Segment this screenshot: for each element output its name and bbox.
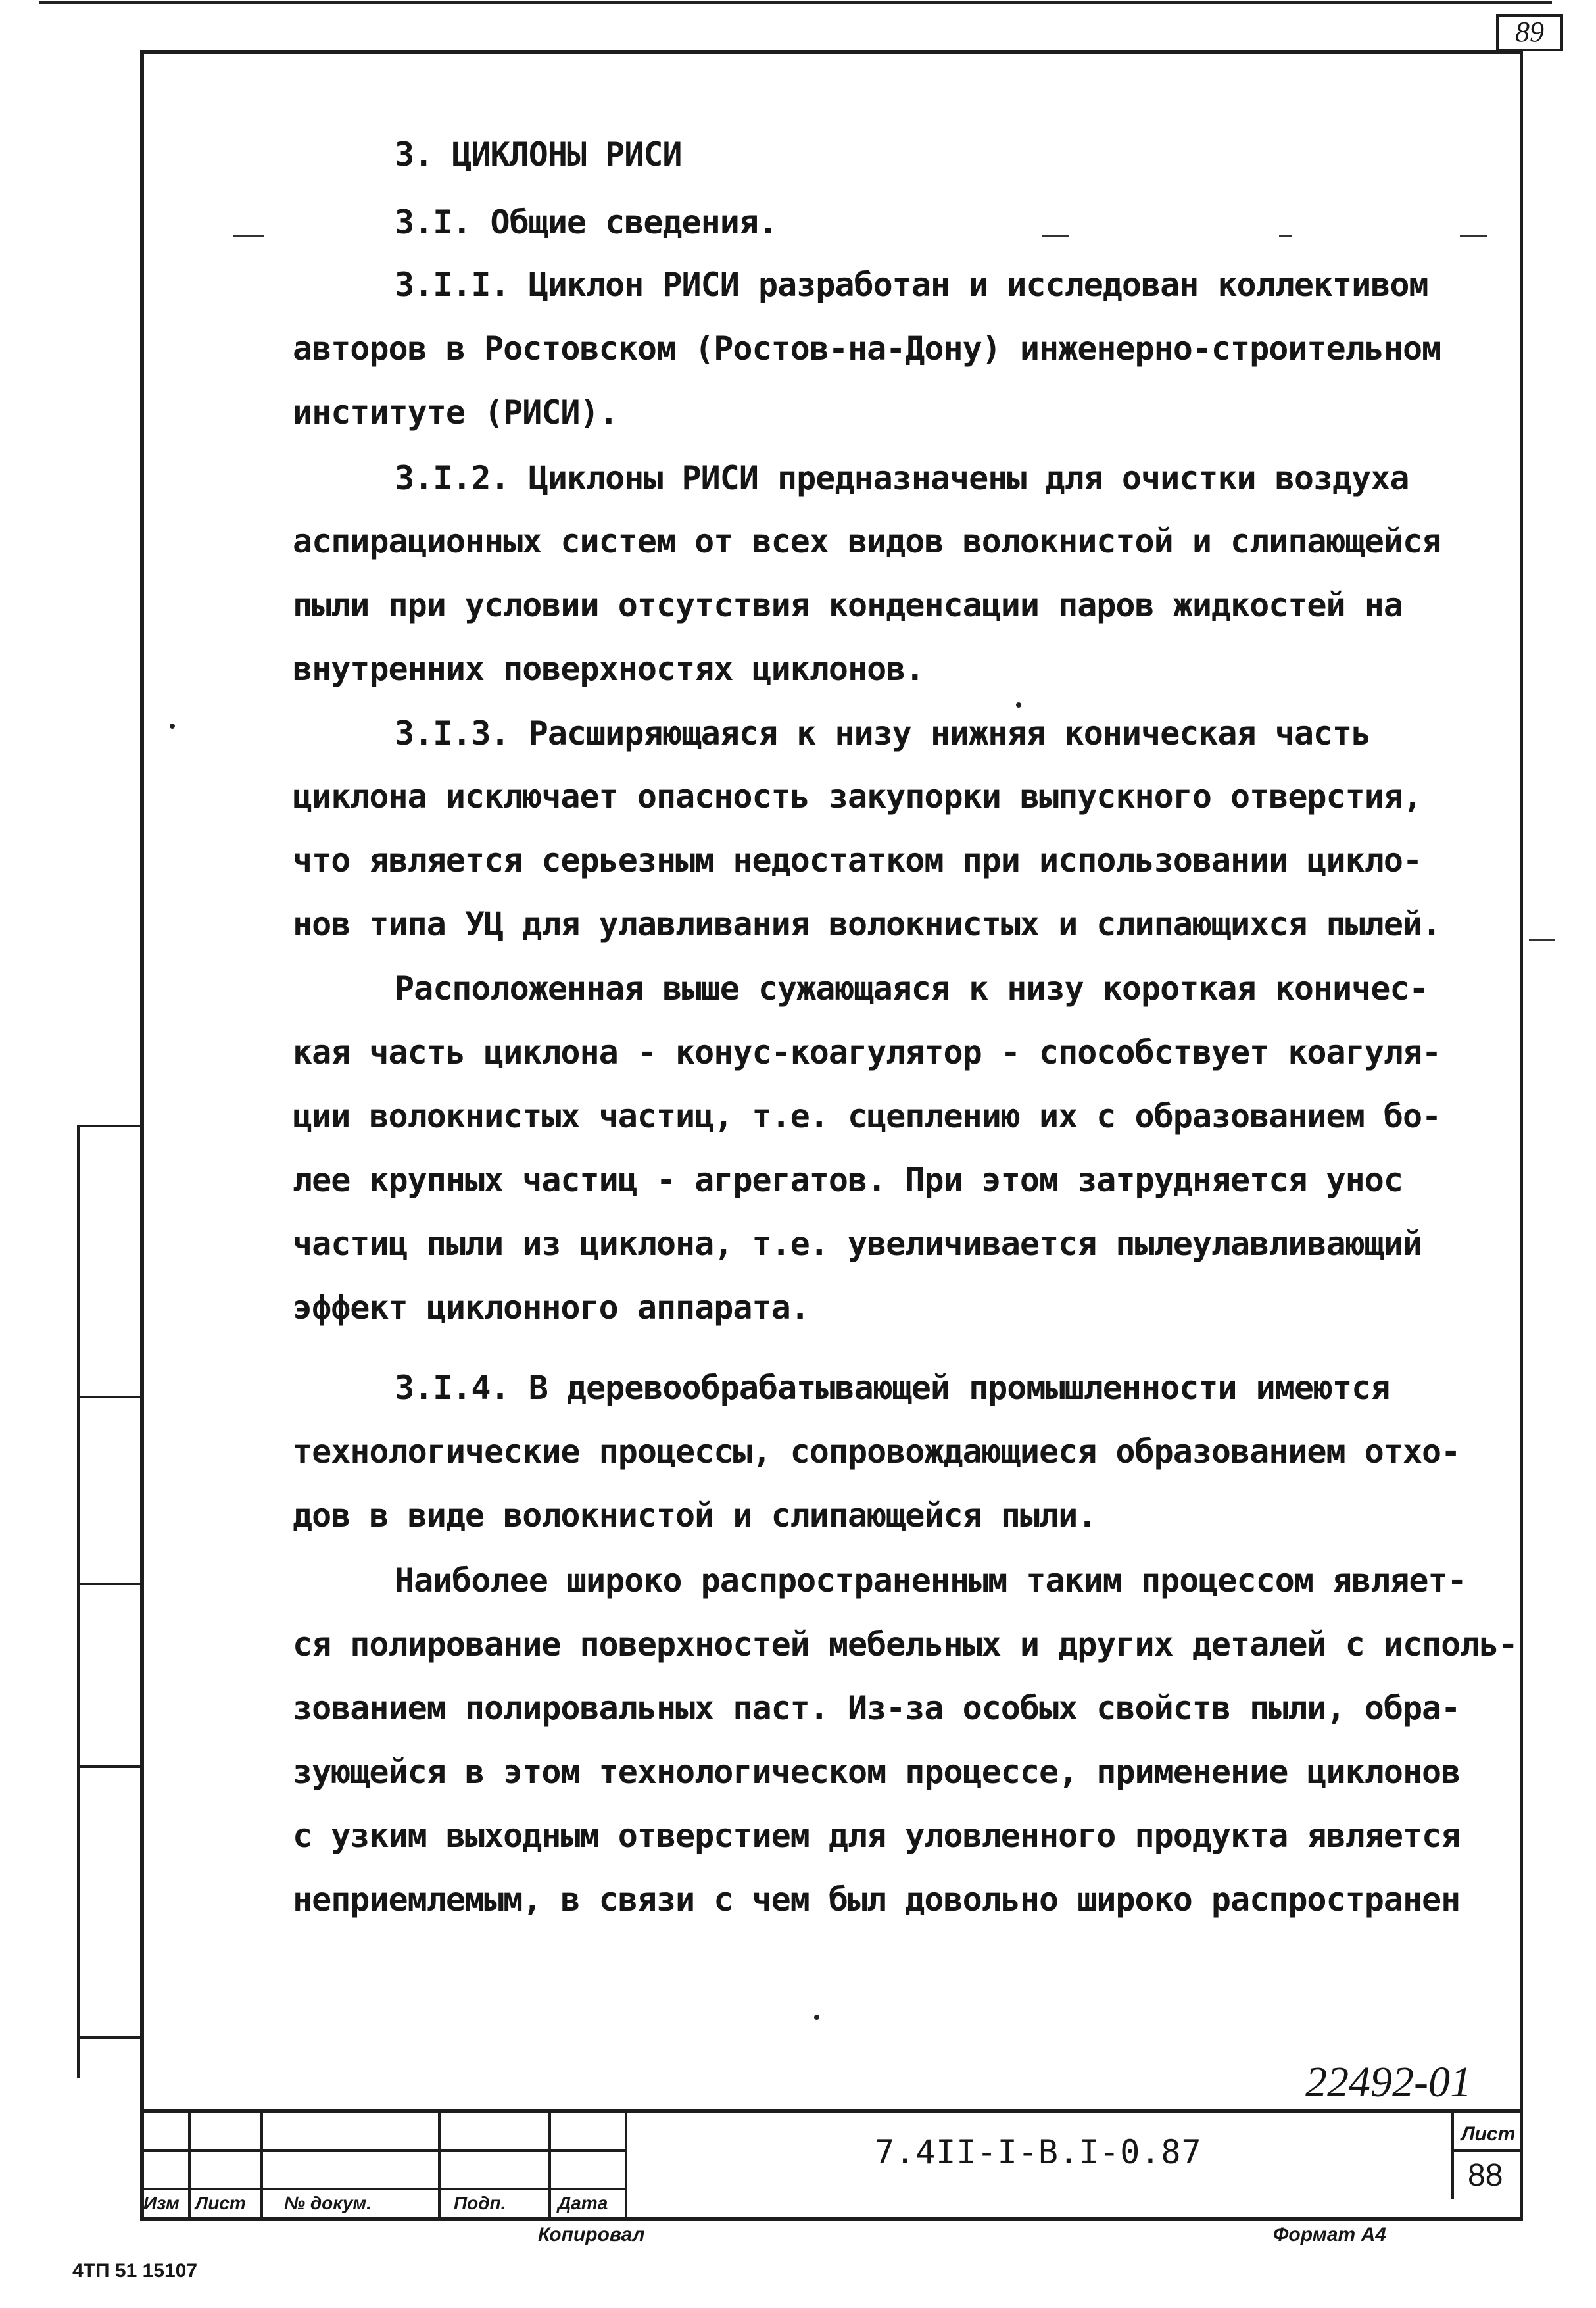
- scan-mark: [233, 235, 264, 237]
- scan-speck: [1016, 702, 1021, 708]
- scan-mark: [1460, 235, 1487, 237]
- title-block-row: [140, 2188, 627, 2190]
- body-line: циклона исключает опасность закупорки выпускного отверстия,: [293, 777, 1422, 816]
- strip-divider: [77, 1396, 140, 1398]
- title-block-column: [438, 2109, 441, 2221]
- body-line: внутренних поверхностях циклонов.: [293, 650, 925, 688]
- body-line: 3.I.I. Циклон РИСИ разработан и исследован коллективом: [395, 266, 1428, 304]
- body-line: кая часть циклона - конус-коагулятор - способствует коагуля-: [293, 1033, 1441, 1071]
- body-line: неприемлемым, в связи с чем был довольно широко распространен: [293, 1880, 1461, 1919]
- title-block-column: [188, 2109, 191, 2221]
- scan-mark: [1529, 939, 1555, 941]
- scan-mark: [1042, 235, 1069, 237]
- archive-code: 4ТП 51 15107: [72, 2260, 198, 2282]
- body-line: пыли при условии отсутствия конденсации паров жидкостей на: [293, 586, 1403, 624]
- body-line: технологические процессы, сопровождающиеся образованием отхо-: [293, 1433, 1461, 1471]
- body-line: аспирационных систем от всех видов волокнистой и слипающейся: [293, 522, 1441, 560]
- sheet-label: Лист: [1461, 2123, 1516, 2145]
- label-date: Дата: [558, 2193, 608, 2213]
- body-line: Наиболее широко распространенным таким процессом являет-: [395, 1561, 1466, 1600]
- scan-speck: [170, 724, 175, 729]
- strip-divider: [77, 2036, 140, 2039]
- title-block-column: [625, 2109, 627, 2221]
- copied-label: Копировал: [538, 2224, 645, 2246]
- body-line: ся полирование поверхностей мебельных и других деталей с исполь-: [293, 1625, 1518, 1663]
- subsection-heading: 3.I. Общие сведения.: [395, 203, 778, 241]
- body-line: частиц пыли из циклона, т.е. увеличивается пылеулавливающий: [293, 1225, 1422, 1263]
- label-doc-number: № докум.: [284, 2193, 372, 2213]
- left-binding-strip: [77, 1125, 140, 2078]
- label-signature: Подп.: [454, 2193, 506, 2213]
- label-change: Изм: [143, 2193, 180, 2213]
- body-line: 3.I.2. Циклоны РИСИ предназначены для очистки воздуха: [395, 459, 1409, 497]
- title-block-column: [548, 2109, 551, 2221]
- sheet-box-divider: [1451, 2149, 1523, 2152]
- body-line: авторов в Ростовском (Ростов-на-Дону) инженерно-строительном: [293, 330, 1441, 368]
- title-block-column: [260, 2109, 263, 2221]
- strip-divider: [77, 1583, 140, 1585]
- top-sheet-number: 89: [1496, 14, 1563, 51]
- format-label: Формат А4: [1273, 2224, 1386, 2246]
- body-line: нов типа УЦ для улавливания волокнистых и слипающихся пылей.: [293, 905, 1441, 943]
- body-line: зующейся в этом технологическом процессе, применение циклонов: [293, 1753, 1461, 1791]
- body-line: 3.I.4. В деревообрабатывающей промышленности имеются: [395, 1369, 1390, 1407]
- section-heading: 3. ЦИКЛОНЫ РИСИ: [395, 135, 682, 174]
- sheet-number: 88: [1468, 2158, 1503, 2193]
- body-line: эффект циклонного аппарата.: [293, 1289, 810, 1327]
- top-rule: [39, 1, 1552, 4]
- document-code: 7.4II-I-B.I-0.87: [875, 2133, 1202, 2171]
- body-line: институте (РИСИ).: [293, 393, 618, 431]
- body-line: лее крупных частиц - агрегатов. При этом затрудняется унос: [293, 1161, 1403, 1199]
- label-sheet: Лист: [195, 2193, 246, 2213]
- body-line: ции волокнистых частиц, т.е. сцеплению их с образованием бо-: [293, 1097, 1441, 1135]
- scan-speck: [814, 2015, 819, 2020]
- body-line: с узким выходным отверстием для уловленного продукта является: [293, 1817, 1461, 1855]
- scan-mark: [1279, 235, 1292, 237]
- title-block-row: [140, 2149, 627, 2152]
- handwritten-number: 22492-01: [1305, 2058, 1472, 2106]
- strip-divider: [77, 1125, 140, 1127]
- body-line: дов в виде волокнистой и слипающейся пыли.: [293, 1496, 1097, 1535]
- body-line: что является серьезным недостатком при использовании цикло-: [293, 841, 1422, 879]
- body-line: 3.I.3. Расширяющаяся к низу нижняя коническая часть: [395, 714, 1371, 752]
- body-line: Расположенная выше сужающаяся к низу короткая коничес-: [395, 970, 1428, 1008]
- body-line: зованием полировальных паст. Из-за особых свойств пыли, обра-: [293, 1689, 1461, 1727]
- strip-divider: [77, 1765, 140, 1768]
